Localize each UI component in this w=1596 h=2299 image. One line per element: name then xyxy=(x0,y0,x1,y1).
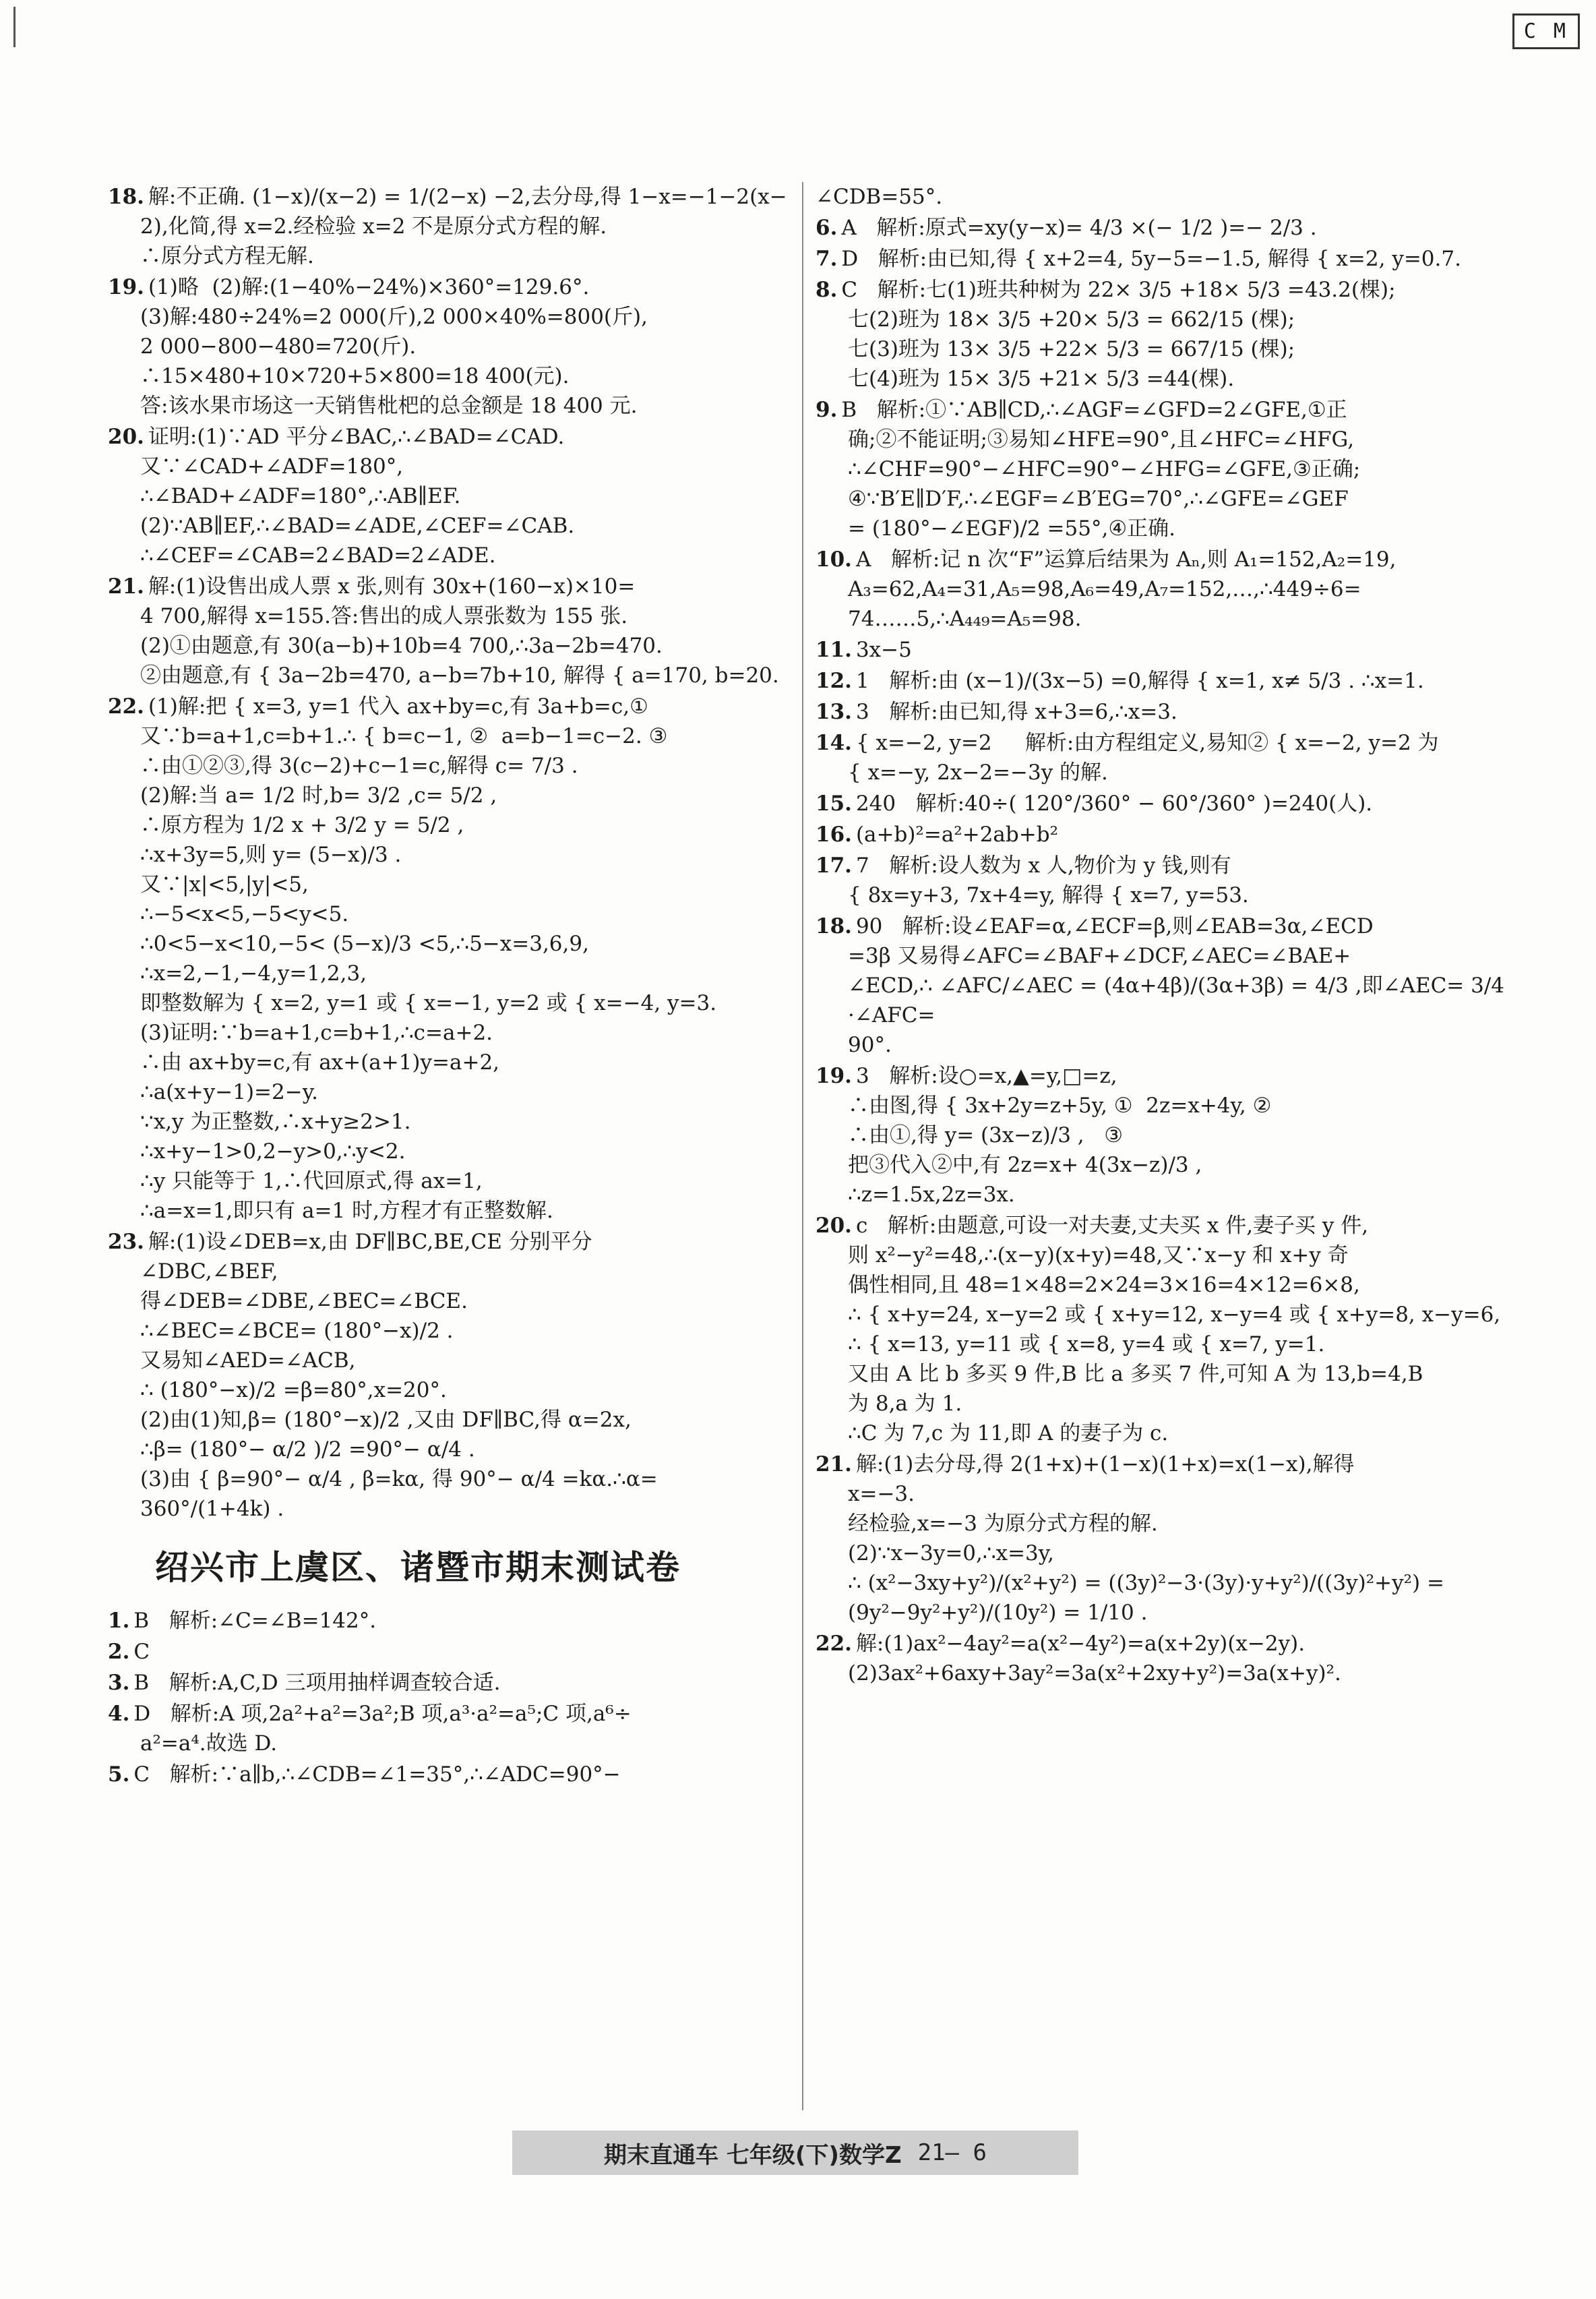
answer-line: 21. 解:(1)设售出成人票 x 张,则有 30x+(160−x)×10= xyxy=(108,574,636,599)
answer-item xyxy=(816,666,1510,696)
answer-line: 则 x²−y²=48,∴(x−y)(x+y)=48,又∵x−y 和 x+y 奇 xyxy=(848,1243,1349,1267)
answer-line: 又易知∠AED=∠ACB, xyxy=(140,1348,356,1373)
answer-line: (3)解:480÷24%=2 000(斤),2 000×40%=800(斤), xyxy=(140,305,648,329)
question-number: 14. xyxy=(816,731,852,755)
answer-line: 4 700,解得 x=155.答:售出的成人票张数为 155 张. xyxy=(140,604,628,628)
answer-line: 为 8,a 为 1. xyxy=(848,1392,962,1416)
answer-line: 18. 解:不正确. (1−x)/(x−2) = 1/(2−x) −2,去分母,得 1−x=−1−2(x− xyxy=(108,185,787,209)
right-column xyxy=(816,182,1510,2110)
question-number: 4. xyxy=(108,1702,130,1726)
answer-item xyxy=(816,1211,1510,1448)
footer-text: 期末直通车 七年级(下)数学Z xyxy=(604,2141,902,2169)
answer-line: 1. B 解析:∠C=∠B=142°. xyxy=(108,1609,377,1633)
answer-line: ∴由 ax+by=c,有 ax+(a+1)y=a+2, xyxy=(140,1050,500,1075)
answer-line: 经检验,x=−3 为原分式方程的解. xyxy=(848,1512,1158,1536)
answer-line: 2. C xyxy=(108,1640,150,1664)
answer-item xyxy=(108,1699,789,1758)
answer-line: ∴a=x=1,即只有 a=1 时,方程才有正整数解. xyxy=(140,1199,553,1223)
answer-line: ∠ECD,∴ ∠AFC/∠AEC = (4α+4β)/(3α+3β) = 4/3 ,即∠AEC= 3/4 ·∠AFC= xyxy=(848,974,1511,1027)
answer-item xyxy=(816,395,1510,543)
question-number: 3. xyxy=(108,1671,130,1695)
answer-line: ∠DBC,∠BEF, xyxy=(140,1259,278,1284)
question-number: 16. xyxy=(816,823,852,847)
answer-item xyxy=(816,635,1510,665)
answer-line: ∵x,y 为正整数,∴x+y≥2>1. xyxy=(140,1110,411,1134)
answer-line: 七(3)班为 13× 3/5 +22× 5/3 = 667/15 (棵); xyxy=(848,337,1295,361)
question-number: 2. xyxy=(108,1640,130,1664)
answer-item xyxy=(816,728,1510,787)
answer-item xyxy=(816,1629,1510,1688)
answer-line: 90°. xyxy=(848,1033,892,1057)
answer-line: 又∵|x|<5,|y|<5, xyxy=(140,872,309,897)
answer-line: 10. A 解析:记 n 次“F”运算后结果为 Aₙ,则 A₁=152,A₂=19, xyxy=(816,547,1396,572)
question-number: 21. xyxy=(816,1452,852,1476)
answer-item xyxy=(108,422,789,570)
question-number: 18. xyxy=(816,914,852,938)
question-number: 1. xyxy=(108,1609,130,1633)
answer-item xyxy=(108,1637,789,1667)
answer-line: 23. 解:(1)设∠DEB=x,由 DF∥BC,BE,CE 分别平分 xyxy=(108,1230,592,1254)
answer-line: (3)由 { β=90°− α/4 , β=kα, 得 90°− α/4 =kα.∴α= 360°/(1+4k) . xyxy=(140,1467,665,1521)
question-number: 19. xyxy=(816,1064,852,1088)
answer-line: { x=−y, 2x−2=−3y 的解. xyxy=(848,760,1108,785)
answer-line: 6. A 解析:原式=xy(y−x)= 4/3 ×(− 1/2 )=− 2/3 . xyxy=(816,216,1317,240)
answer-line: 得∠DEB=∠DBE,∠BEC=∠BCE. xyxy=(140,1289,468,1313)
answer-line: ∴由图,得 { 3x+2y=z+5y, ① 2z=x+4y, ② xyxy=(848,1094,1272,1118)
answer-line: ④∵B′E∥D′F,∴∠EGF=∠B′EG=70°,∴∠GFE=∠GEF xyxy=(848,487,1349,511)
answer-line: ∴−5<x<5,−5<y<5. xyxy=(140,902,349,926)
answer-line: ∴C 为 7,c 为 11,即 A 的妻子为 c. xyxy=(848,1421,1169,1445)
answer-line: 又由 A 比 b 多买 9 件,B 比 a 多买 7 件,可知 A 为 13,b=4,B xyxy=(848,1362,1423,1386)
question-number: 6. xyxy=(816,216,838,240)
answer-item xyxy=(108,1606,789,1636)
page-edge-mark xyxy=(13,7,16,47)
question-number: 20. xyxy=(108,425,144,449)
answer-line: (2)解:当 a= 1/2 时,b= 3/2 ,c= 5/2 , xyxy=(140,783,497,808)
answer-line: 2),化简,得 x=2.经检验 x=2 不是原分式方程的解. xyxy=(140,214,607,239)
answer-line: ∴a(x+y−1)=2−y. xyxy=(140,1080,318,1104)
answer-line: 19. (1)略 (2)解:(1−40%−24%)×360°=129.6°. xyxy=(108,275,590,299)
column-divider xyxy=(802,182,803,2110)
answer-item xyxy=(816,820,1510,849)
answer-line: ②由题意,有 { 3a−2b=470, a−b=7b+10, 解得 { a=170, b=20. xyxy=(140,663,779,688)
section-title: 绍兴市上虞区、诸暨市期末测试卷 xyxy=(155,1548,681,1587)
answer-line: 22. (1)解:把 { x=3, y=1 代入 ax+by=c,有 3a+b=c,① xyxy=(108,694,648,719)
answer-line: 15. 240 解析:40÷( 120°/360° − 60°/360° )=240(人). xyxy=(816,792,1373,816)
question-number: 18. xyxy=(108,185,144,209)
question-number: 19. xyxy=(108,275,144,299)
answer-line: =3β 又易得∠AFC=∠BAF+∠DCF,∠AEC=∠BAE+ xyxy=(848,944,1351,968)
question-number: 17. xyxy=(816,854,852,878)
answer-line: ∴由①,得 y= (3x−z)/3 , ③ xyxy=(848,1123,1123,1147)
left-column xyxy=(108,182,789,2110)
answer-item xyxy=(816,789,1510,818)
answer-line: (2)由(1)知,β= (180°−x)/2 ,又由 DF∥BC,得 α=2x, xyxy=(140,1408,632,1432)
answer-item xyxy=(108,1668,789,1698)
question-number: 22. xyxy=(108,694,144,719)
page-footer xyxy=(512,2130,1078,2175)
answer-line: ∴ (180°−x)/2 =β=80°,x=20°. xyxy=(140,1378,447,1402)
answer-line: A₃=62,A₄=31,A₅=98,A₆=49,A₇=152,…,∴449÷6= xyxy=(848,577,1361,601)
answer-line: 8. C 解析:七(1)班共种树为 22× 3/5 +18× 5/3 =43.2(棵); xyxy=(816,278,1396,302)
answer-line: 4. D 解析:A 项,2a²+a²=3a²;B 项,a³·a²=a⁵;C 项,a⁶÷ xyxy=(108,1702,632,1726)
answer-line: ∴x+3y=5,则 y= (5−x)/3 . xyxy=(140,843,402,867)
answer-item xyxy=(816,1061,1510,1210)
question-number: 9. xyxy=(816,398,838,422)
answer-line: 又∵b=a+1,c=b+1.∴ { b=c−1, ② a=b−1=c−2. ③ xyxy=(140,724,668,748)
answer-line: { 8x=y+3, 7x+4=y, 解得 { x=7, y=53. xyxy=(848,883,1249,907)
answer-line: (2)∵x−3y=0,∴x=3y, xyxy=(848,1541,1055,1565)
answer-line: ∴ (x²−3xy+y²)/(x²+y²) = ((3y)²−3·(3y)·y+y²)/((3y)²+y²) = xyxy=(848,1571,1444,1595)
answer-line: ∴∠BAD+∠ADF=180°,∴AB∥EF. xyxy=(140,484,461,508)
answer-line: 答:该水果市场这一天销售枇杷的总金额是 18 400 元. xyxy=(140,394,638,418)
question-number: 20. xyxy=(816,1214,852,1238)
answer-line: 2 000−800−480=720(斤). xyxy=(140,334,417,359)
section-answers xyxy=(108,1606,789,1789)
answer-line: ∴∠BEC=∠BCE= (180°−x)/2 . xyxy=(140,1319,454,1343)
right-answers xyxy=(816,182,1510,1688)
answer-line: 七(2)班为 18× 3/5 +20× 5/3 = 662/15 (棵); xyxy=(848,307,1295,332)
question-number: 12. xyxy=(816,669,852,693)
answer-line: 又∵∠CAD+∠ADF=180°, xyxy=(140,454,404,479)
question-number: 22. xyxy=(816,1632,852,1656)
answer-line: ∴ { x=13, y=11 或 { x=8, y=4 或 { x=7, y=1. xyxy=(848,1332,1325,1356)
answer-line: 17. 7 解析:设人数为 x 人,物价为 y 钱,则有 xyxy=(816,854,1231,878)
answer-line: 七(4)班为 15× 3/5 +21× 5/3 =44(棵). xyxy=(848,367,1235,391)
answer-line: (2)①由题意,有 30(a−b)+10b=4 700,∴3a−2b=470. xyxy=(140,634,663,658)
answer-line: 即整数解为 { x=2, y=1 或 { x=−1, y=2 或 { x=−4, y=3. xyxy=(140,991,717,1015)
answer-line: ∴x=2,−1,−4,y=1,2,3, xyxy=(140,961,367,986)
answer-line: (2)3ax²+6axy+3ay²=3a(x²+2xy+y²)=3a(x+y)². xyxy=(848,1661,1341,1685)
answer-line: ∴β= (180°− α/2 )/2 =90°− α/4 . xyxy=(140,1437,475,1462)
question-number: 11. xyxy=(816,638,852,662)
question-number: 8. xyxy=(816,278,838,302)
answer-item xyxy=(108,272,789,421)
answer-item xyxy=(108,1760,789,1789)
answer-line: 确;②不能证明;③易知∠HFE=90°,且∠HFC=∠HFG, xyxy=(848,427,1355,452)
answer-line: ∴y 只能等于 1,∴代回原式,得 ax=1, xyxy=(140,1169,483,1193)
answer-line: ∴ { x+y=24, x−y=2 或 { x+y=12, x−y=4 或 { x+y=8, x−y=6, xyxy=(848,1303,1501,1327)
answer-item xyxy=(816,851,1510,910)
answer-line: ∴z=1.5x,2z=3x. xyxy=(848,1183,1015,1207)
answer-line: 14. { x=−2, y=2 解析:由方程组定义,易知② { x=−2, y=2 为 xyxy=(816,731,1439,755)
answer-line: (9y²−9y²+y²)/(10y²) = 1/10 . xyxy=(848,1601,1148,1625)
answer-line: 13. 3 解析:由已知,得 x+3=6,∴x=3. xyxy=(816,700,1177,724)
answer-line: 74……5,∴A₄₄₉=A₅=98. xyxy=(848,607,1082,631)
answer-line: 12. 1 解析:由 (x−1)/(3x−5) =0,解得 { x=1, x≠ 5/3 . ∴x=1. xyxy=(816,669,1424,693)
question-number: 13. xyxy=(816,700,852,724)
answer-line: ∴原方程为 1/2 x + 3/2 y = 5/2 , xyxy=(140,813,464,837)
answer-line: ∴原分式方程无解. xyxy=(140,244,314,268)
answer-line: 11. 3x−5 xyxy=(816,638,912,662)
answer-line: 16. (a+b)²=a²+2ab+b² xyxy=(816,823,1059,847)
answer-line: ∠CDB=55°. xyxy=(816,185,943,209)
answer-line: ∴0<5−x<10,−5< (5−x)/3 <5,∴5−x=3,6,9, xyxy=(140,932,589,956)
answer-line: ∴由①②③,得 3(c−2)+c−1=c,解得 c= 7/3 . xyxy=(140,754,578,778)
answer-line: ∴∠CEF=∠CAB=2∠BAD=2∠ADE. xyxy=(140,543,496,568)
answer-line: ∴∠CHF=90°−∠HFC=90°−∠HFG=∠GFE,③正确; xyxy=(848,457,1361,481)
page-number: 21— 6 xyxy=(917,2139,987,2166)
answer-item xyxy=(108,182,789,271)
question-number: 21. xyxy=(108,574,144,599)
answer-item xyxy=(108,1227,789,1524)
answer-item xyxy=(816,244,1510,274)
answer-line: 9. B 解析:①∵AB∥CD,∴∠AGF=∠GFD=2∠GFE,①正 xyxy=(816,398,1347,422)
answer-item xyxy=(816,275,1510,394)
answer-line: 3. B 解析:A,C,D 三项用抽样调查较合适. xyxy=(108,1671,501,1695)
question-number: 5. xyxy=(108,1762,130,1787)
answer-line: ∴15×480+10×720+5×800=18 400(元). xyxy=(140,364,570,388)
answer-line: ∴x+y−1>0,2−y>0,∴y<2. xyxy=(140,1139,406,1164)
answer-item xyxy=(816,1450,1510,1628)
answer-line: 7. D 解析:由已知,得 { x+2=4, 5y−5=−1.5, 解得 { x=2, y=0.7. xyxy=(816,247,1461,271)
answer-item xyxy=(108,572,789,690)
answer-line: 19. 3 解析:设○=x,▲=y,□=z, xyxy=(816,1064,1117,1088)
answer-item xyxy=(816,182,1510,212)
answer-line: 18. 90 解析:设∠EAF=α,∠ECF=β,则∠EAB=3α,∠ECD xyxy=(816,914,1374,938)
answer-line: 22. 解:(1)ax²−4ay²=a(x²−4y²)=a(x+2y)(x−2y). xyxy=(816,1632,1306,1656)
answer-line: 20. 证明:(1)∵AD 平分∠BAC,∴∠BAD=∠CAD. xyxy=(108,425,565,449)
answer-item xyxy=(816,697,1510,727)
question-number: 10. xyxy=(816,547,852,572)
answer-line: (3)证明:∵b=a+1,c=b+1,∴c=a+2. xyxy=(140,1021,493,1045)
answer-item xyxy=(816,213,1510,243)
answer-line: 20. c 解析:由题意,可设一对夫妻,丈夫买 x 件,妻子买 y 件, xyxy=(816,1214,1369,1238)
answer-line: = (180°−∠EGF)/2 =55°,④正确. xyxy=(848,516,1175,541)
answer-item xyxy=(108,692,789,1226)
answer-item xyxy=(816,545,1510,634)
left-answers xyxy=(108,182,789,1524)
answer-line: 21. 解:(1)去分母,得 2(1+x)+(1−x)(1+x)=x(1−x),解得 xyxy=(816,1452,1355,1476)
answer-item xyxy=(816,912,1510,1060)
answer-line: 5. C 解析:∵a∥b,∴∠CDB=∠1=35°,∴∠ADC=90°− xyxy=(108,1762,621,1787)
question-number: 23. xyxy=(108,1230,144,1254)
answer-line: (2)∵AB∥EF,∴∠BAD=∠ADE,∠CEF=∠CAB. xyxy=(140,514,575,538)
corner-mark: C M xyxy=(1512,13,1580,49)
answer-line: a²=a⁴.故选 D. xyxy=(140,1731,278,1756)
answer-line: x=−3. xyxy=(848,1482,915,1506)
question-number: 7. xyxy=(816,247,838,271)
question-number: 15. xyxy=(816,792,852,816)
answer-line: 把③代入②中,有 2z=x+ 4(3x−z)/3 , xyxy=(848,1153,1202,1177)
answer-line: 偶性相同,且 48=1×48=2×24=3×16=4×12=6×8, xyxy=(848,1273,1360,1297)
